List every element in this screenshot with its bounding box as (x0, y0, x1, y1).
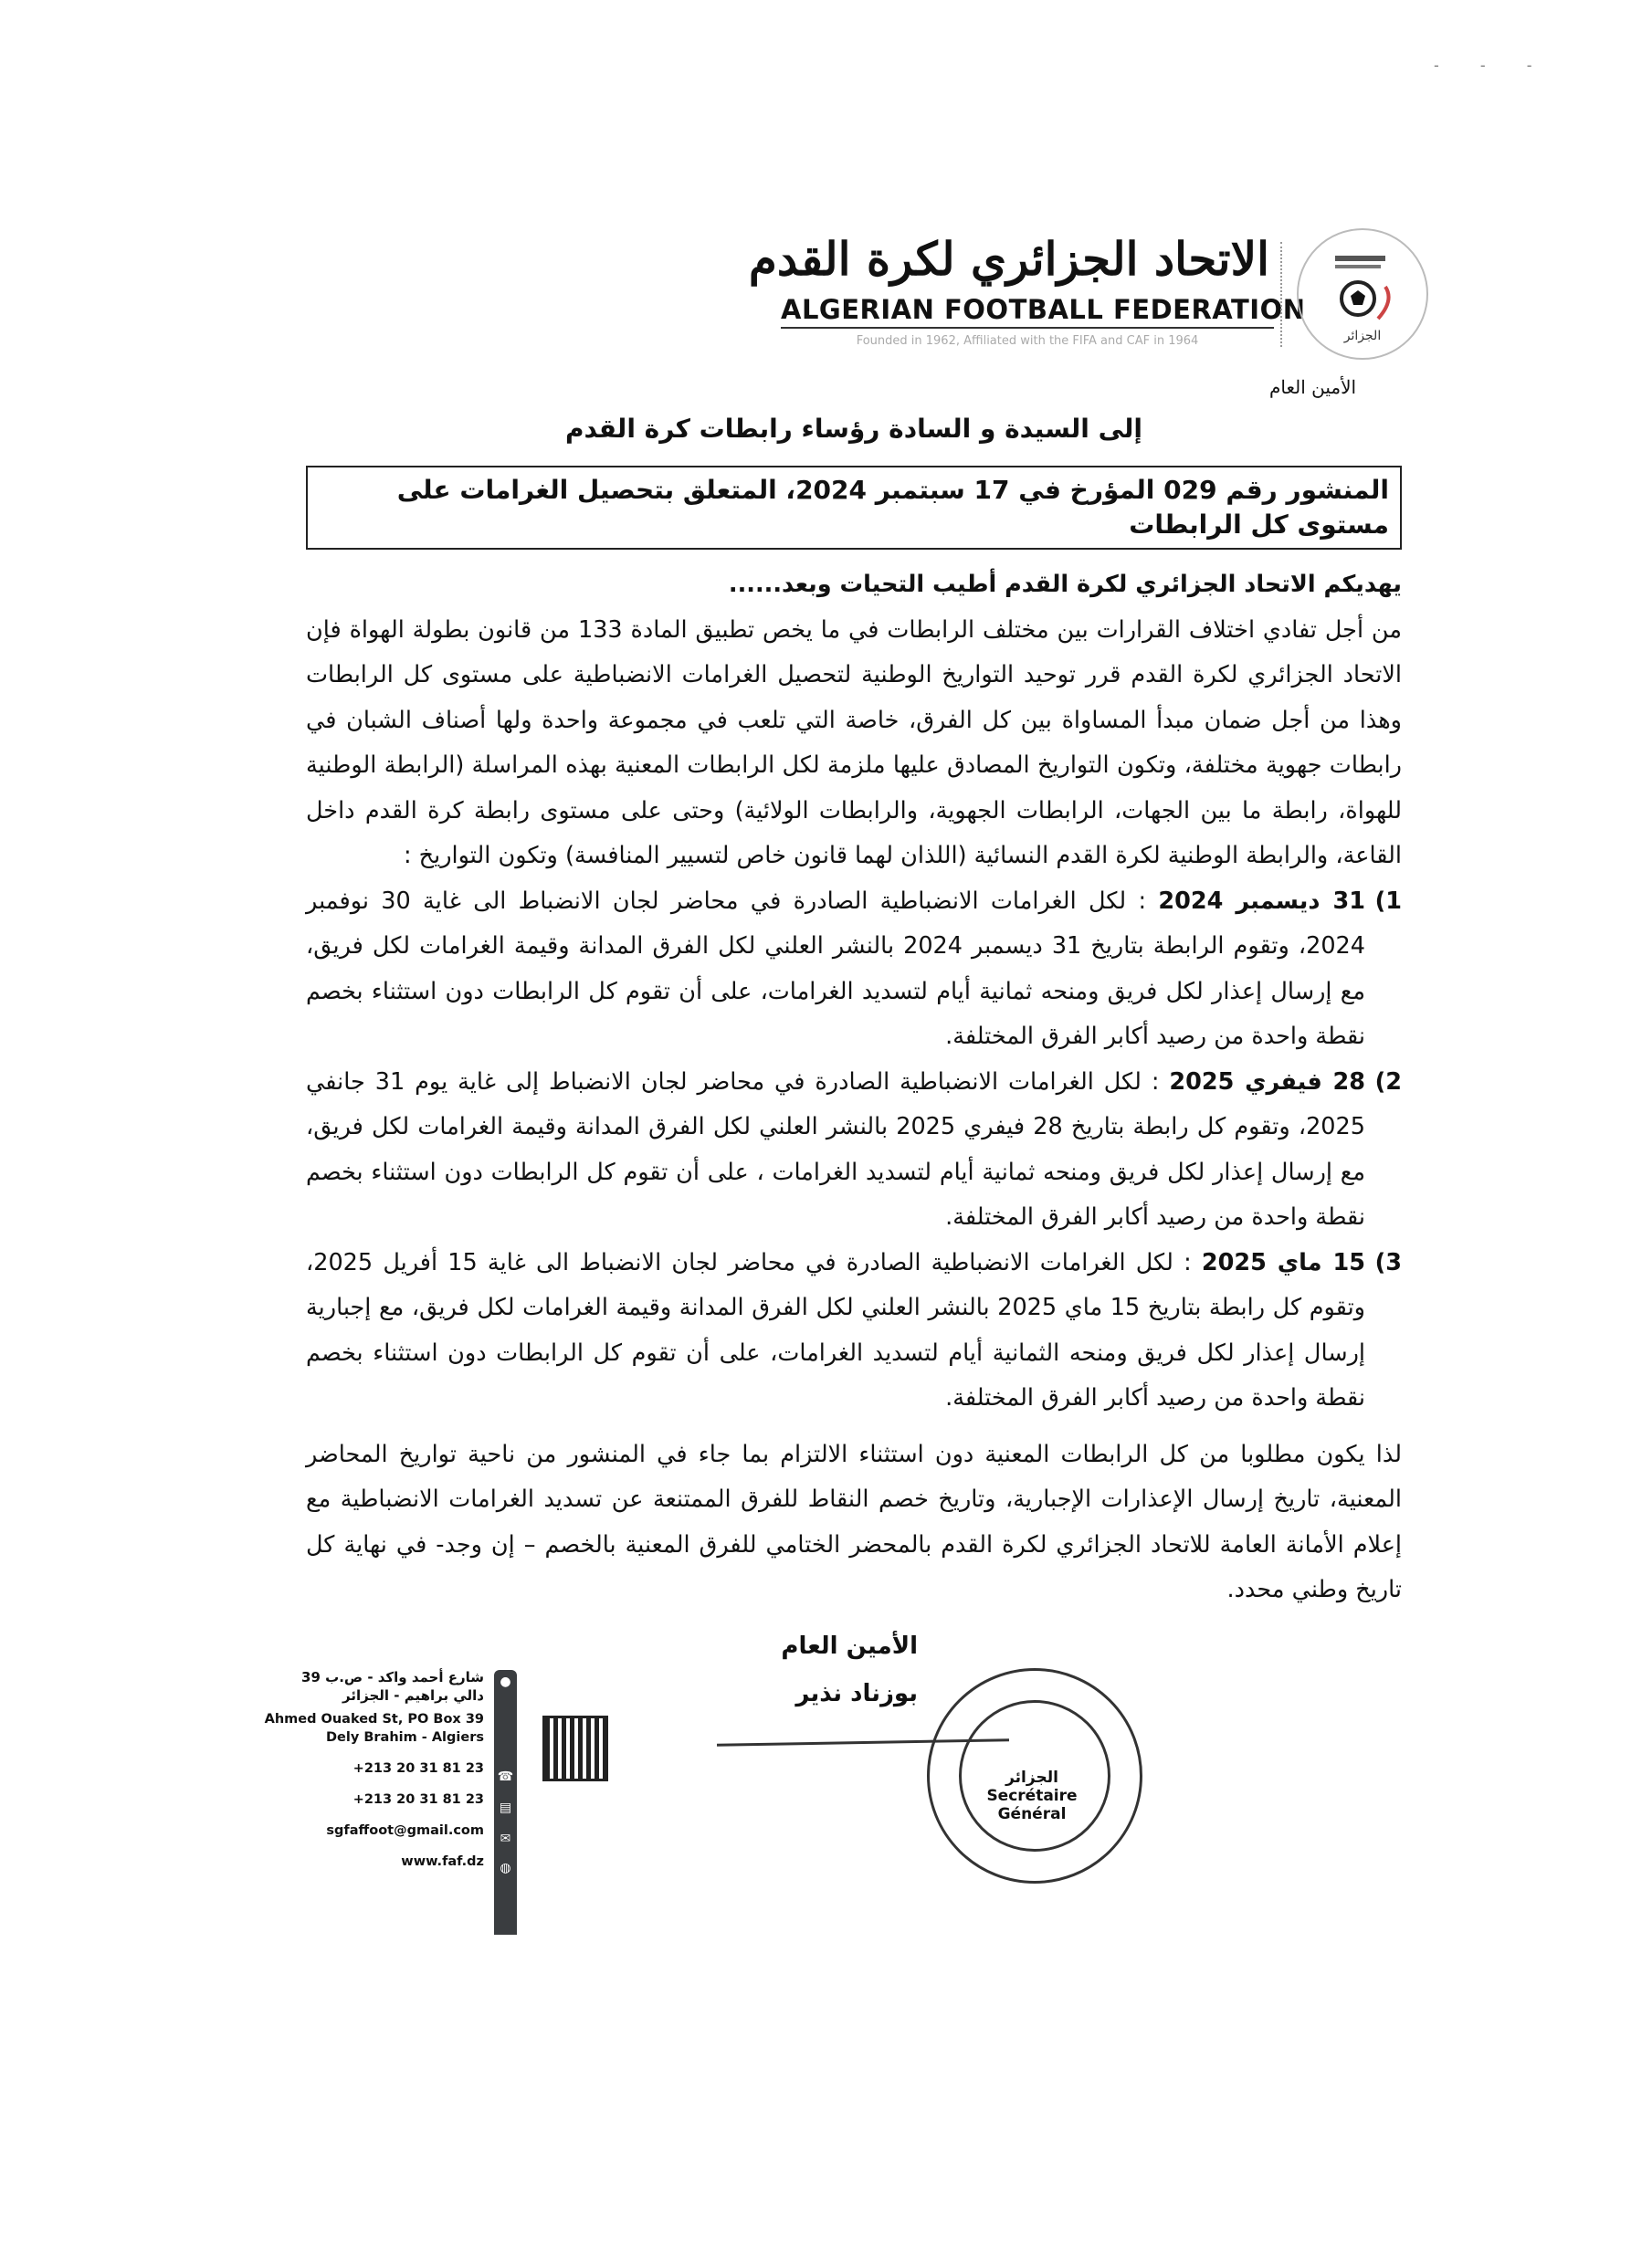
address-ar-1: شارع أحمد واكد - ص.ب 39 (301, 1668, 484, 1685)
contact-block (228, 1668, 484, 1871)
qr-code (542, 1716, 608, 1781)
item-date: 28 فيفري 2025 (1169, 1067, 1365, 1096)
item-date: 15 ماي 2025 (1201, 1248, 1365, 1276)
scan-artifact: - - - (1434, 57, 1551, 74)
phone-icon: ☎ (497, 1769, 514, 1784)
letter-content (264, 413, 1402, 1951)
stamp-text: الجزائر Secrétaire Général (986, 1768, 1078, 1823)
item-number: 3) (1374, 1248, 1402, 1276)
list-item (306, 1241, 1402, 1422)
greeting: يهديكم الاتحاد الجزائري لكرة القدم أطيب التحيات وبعد...... (728, 571, 1402, 598)
item-text: : لكل الغرامات الانضباطية الصادرة في محاضر لجان الانضباط إلى غاية يوم 31 جانفي 2025، وتقوم كل رابطة بتاريخ 28 فيفري 2025 بالنشر العلني لكل الفرق المدانة وقيمة الغرامات لكل فريق، مع إرسال إعذار لكل فريق ومنحه ثمانية أيام لتسديد الغرامات ، على أن تقوم كل الرابطات دون استثناء بخصم نقطة واحدة من رصيد أكابر الفرق المختلفة. (306, 1067, 1365, 1231)
address-en-1: Ahmed Ouaked St, PO Box 39 (264, 1711, 484, 1727)
item-text: : لكل الغرامات الانضباطية الصادرة في محاضر لجان الانضباط الى غاية 15 أفريل 2025، وتقوم كل رابطة بتاريخ 15 ماي 2025 بالنشر العلني لكل الفرق المدانة وقيمة الغرامات لكل فريق، مع إجبارية إرسال إعذار لكل فريق ومنحه الثمانية أيام لتسديد الغرامات، على أن تقوم كل الرابطات دون استثناء بخصم نقطة واحدة من رصيد أكابر الفرق المختلفة. (306, 1248, 1365, 1412)
closing-paragraph: لذا يكون مطلوبا من كل الرابطات المعنية دون استثناء الالتزام بما جاء في المنشور من ناحية تواريخ المحاضر المعنية، تاريخ إرسال الإعذارات الإجبارية، وتاريخ خصم النقاط للفرق الممتنعة عن تسديد الغرامات الانضباطية مع إعلام الأمانة العامة للاتحاد الجزائري لكرة القدم بالمحضر الختامي للفرق المعنية بالخصم – إن وجد- في نهاية كل تاريخ وطني محدد. (306, 1440, 1402, 1603)
contact-section (228, 1668, 612, 1942)
signature-block (717, 1632, 1137, 1924)
letterhead-name-ar: الاتحاد الجزائري لكرة القدم (748, 232, 1269, 286)
subject-box: المنشور رقم 029 المؤرخ في 17 سبتمبر 2024، المتعلق بتحصيل الغرامات على مستوى كل الرابطات (306, 466, 1402, 550)
letterhead-divider (1280, 242, 1283, 347)
item-text: : لكل الغرامات الانضباطية الصادرة في محاضر لجان الانضباط الى غاية 30 نوفمبر 2024، وتقوم الرابطة بتاريخ 31 ديسمبر 2024 بالنشر العلني لكل الفرق المدانة وقيمة الغرامات لكل فريق، مع إرسال إعذار لكل فريق ومنحه ثمانية أيام لتسديد الغرامات، على أن تقوم كل الرابطات دون استثناء بخصم نقطة واحدة من رصيد أكابر الفرق المختلفة. (306, 887, 1366, 1050)
signatory-title: الأمين العام (781, 1632, 918, 1660)
letter-footer (264, 1632, 1402, 1951)
letterhead-name-en: ALGERIAN FOOTBALL FEDERATION (781, 294, 1274, 329)
svg-text:الجزائر: الجزائر (1343, 329, 1382, 343)
globe-icon: ◍ (500, 1860, 511, 1875)
phone: +213 20 31 81 23 (353, 1760, 484, 1776)
contact-icon-bar (494, 1670, 517, 1935)
letterhead-tagline: Founded in 1962, Affiliated with the FIFA and CAF in 1964 (856, 334, 1199, 348)
office-label: الأمين العام (1269, 376, 1357, 398)
email: sgfaffoot@gmail.com (326, 1822, 484, 1838)
item-number: 2) (1374, 1067, 1402, 1096)
intro-paragraph: من أجل تفادي اختلاف القرارات بين مختلف الرابطات في ما يخص تطبيق المادة 133 من قانون بطولة الهواة فإن الاتحاد الجزائري لكرة القدم قرر توحيد التواريخ الوطنية لتحصيل الغرامات الانضباطية على مستوى كل الرابطات وهذا من أجل ضمان مبدأ المساواة بين كل الفرق، خاصة التي تلعب في مجموعة واحدة ولها أصناف الشبان في رابطات جهوية مختلفة، وتكون التواريخ المصادق عليها ملزمة لكل الرابطات المعنية بهذه المراسلة (الرابطة الوطنية للهواة، رابطة ما بين الجهات، الرابطات الجهوية، والرابطات الولائية) وحتى على مستوى رابطة كرة القدم داخل القاعة، والرابطة الوطنية لكرة القدم النسائية (اللذان لهما قانون خاص لتسيير المنافسة) وتكون التواريخ : (306, 615, 1402, 869)
website: www.faf.dz (401, 1853, 484, 1869)
signatory-name: بوزناد نذير (795, 1679, 918, 1707)
list-item (306, 1060, 1402, 1241)
item-date: 31 ديسمبر 2024 (1158, 887, 1365, 915)
addressee: إلى السيدة و السادة رؤساء رابطات كرة القدم (564, 414, 1143, 444)
fax-icon: ▤ (499, 1800, 512, 1815)
mail-icon: ✉ (500, 1831, 511, 1846)
fax: +213 20 31 81 23 (353, 1791, 484, 1807)
address-ar-2: دالي براهيم - الجزائر (342, 1686, 484, 1704)
item-number: 1) (1374, 887, 1402, 915)
letter-body (306, 562, 1402, 1613)
location-icon: ● (500, 1674, 511, 1689)
address-en-2: Dely Brahim - Algiers (325, 1729, 484, 1745)
faf-emblem-icon (1297, 228, 1428, 360)
list-item (306, 879, 1402, 1060)
